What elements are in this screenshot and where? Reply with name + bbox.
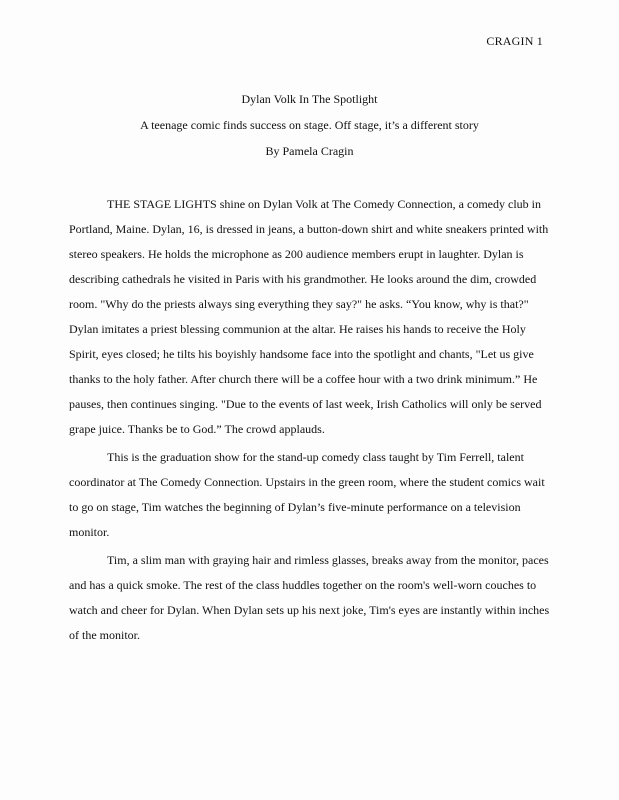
article-subtitle: A teenage comic finds success on stage. Off stage, it’s a different story [140, 118, 479, 132]
article-body [69, 192, 555, 651]
paragraph: This is the graduation show for the stand-up comedy class taught by Tim Ferrell, talent coordinator at The Comedy Connection. Upstairs in the green room, where the student comics wait to go on stage, Tim watches the beginning of Dylan’s five-minute performance on a television monitor. [69, 450, 545, 539]
article-title: Dylan Volk In The Spotlight [241, 92, 378, 106]
paragraph: THE STAGE LIGHTS shine on Dylan Volk at The Comedy Connection, a comedy club in Portland, Maine. Dylan, 16, is dressed in jeans, a button-down shirt and white sneakers printed with stereo speakers. He holds the microphone as 200 audience members erupt in laughter. Dylan is describing cathedrals he visited in Paris with his grandmother. He looks around the dim, crowded room. "Why do the priests always sing everything they say?" he asks. “You know, why is that?" Dylan imitates a priest blessing communion at the altar. He raises his hands to receive the Holy Spirit, eyes closed; he tilts his boyishly handsome face into the spotlight and chants, "Let us give thanks to the holy father. After church there will be a coffee hour with a two drink minimum.” He pauses, then continues singing. "Due to the events of last week, Irish Catholics will only be served grape juice. Thanks be to God.” The crowd applauds. [69, 197, 549, 436]
paragraph: Tim, a slim man with graying hair and rimless glasses, breaks away from the monitor, paces and has a quick smoke. The rest of the class huddles together on the room's well-worn couches to watch and cheer for Dylan. When Dylan sets up his next joke, Tim's eyes are instantly within inches of the monitor. [69, 553, 550, 642]
running-head: CRAGIN 1 [486, 34, 543, 48]
byline: By Pamela Cragin [265, 144, 354, 158]
title-block [0, 86, 619, 164]
